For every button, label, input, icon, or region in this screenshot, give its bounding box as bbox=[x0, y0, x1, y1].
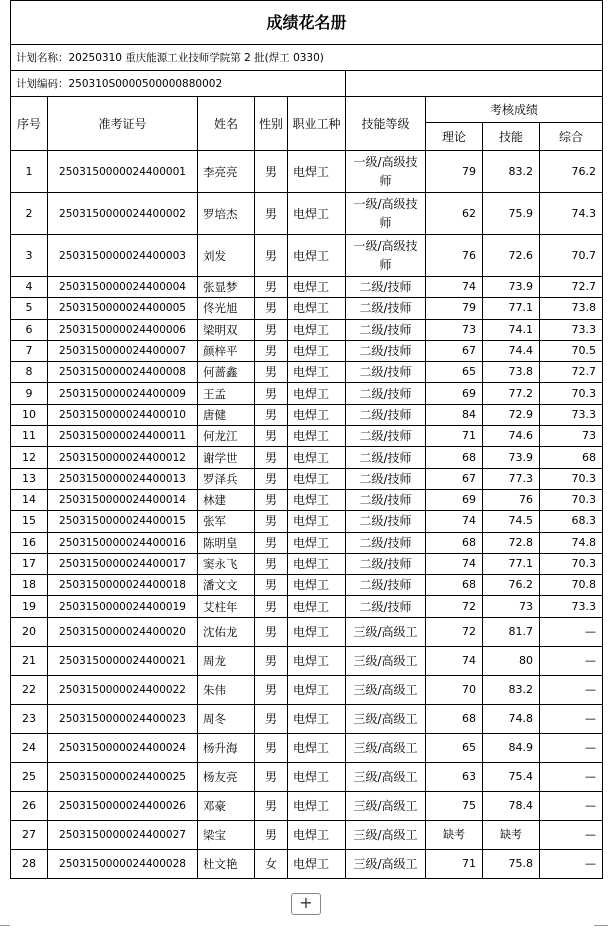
cell-total-score: 73.3 bbox=[540, 596, 603, 617]
cell-theory-score: 79 bbox=[426, 151, 483, 193]
cell-seq: 16 bbox=[11, 532, 48, 553]
cell-theory-score: 63 bbox=[426, 762, 483, 791]
table-row bbox=[11, 404, 603, 425]
cell-seq: 5 bbox=[11, 298, 48, 319]
cell-level: 二级/技师 bbox=[346, 426, 426, 447]
cell-level: 一级/高级技师 bbox=[346, 193, 426, 235]
cell-level: 二级/技师 bbox=[346, 511, 426, 532]
cell-name: 周龙 bbox=[198, 646, 255, 675]
cell-total-score: 72.7 bbox=[540, 277, 603, 298]
cell-skill-score: 77.1 bbox=[483, 553, 540, 574]
cell-job: 电焊工 bbox=[288, 193, 346, 235]
cell-cert-number: 2503150000024400022 bbox=[48, 675, 198, 704]
cell-sex: 男 bbox=[255, 340, 288, 361]
cell-level: 三级/高级工 bbox=[346, 704, 426, 733]
cell-job: 电焊工 bbox=[288, 426, 346, 447]
cell-name: 窦永飞 bbox=[198, 553, 255, 574]
cell-sex: 男 bbox=[255, 193, 288, 235]
cell-sex: 男 bbox=[255, 151, 288, 193]
cell-name: 潘文文 bbox=[198, 575, 255, 596]
cell-name: 周冬 bbox=[198, 704, 255, 733]
cell-seq: 26 bbox=[11, 791, 48, 820]
cell-job: 电焊工 bbox=[288, 511, 346, 532]
cell-skill-score: 72.9 bbox=[483, 404, 540, 425]
cell-seq: 9 bbox=[11, 383, 48, 404]
cell-skill-score: 74.5 bbox=[483, 511, 540, 532]
plan-code-blank-cell bbox=[346, 71, 603, 97]
cell-theory-score: 67 bbox=[426, 340, 483, 361]
cell-seq: 19 bbox=[11, 596, 48, 617]
cell-name: 何龙江 bbox=[198, 426, 255, 447]
cell-job: 电焊工 bbox=[288, 617, 346, 646]
cell-level: 二级/技师 bbox=[346, 489, 426, 510]
cell-job: 电焊工 bbox=[288, 362, 346, 383]
table-row bbox=[11, 277, 603, 298]
cell-job: 电焊工 bbox=[288, 298, 346, 319]
cell-job: 电焊工 bbox=[288, 383, 346, 404]
cell-skill-score: 73.8 bbox=[483, 362, 540, 383]
cell-total-score: — bbox=[540, 820, 603, 849]
cell-name: 张显梦 bbox=[198, 277, 255, 298]
cell-theory-score: 62 bbox=[426, 193, 483, 235]
cell-name: 朱伟 bbox=[198, 675, 255, 704]
cell-total-score: 70.7 bbox=[540, 235, 603, 277]
header-seq: 序号 bbox=[11, 97, 48, 151]
cell-job: 电焊工 bbox=[288, 704, 346, 733]
cell-cert-number: 2503150000024400019 bbox=[48, 596, 198, 617]
cell-total-score: — bbox=[540, 849, 603, 878]
cell-sex: 男 bbox=[255, 596, 288, 617]
cell-seq: 15 bbox=[11, 511, 48, 532]
cell-cert-number: 2503150000024400002 bbox=[48, 193, 198, 235]
cell-job: 电焊工 bbox=[288, 151, 346, 193]
cell-skill-score: 80 bbox=[483, 646, 540, 675]
cell-job: 电焊工 bbox=[288, 849, 346, 878]
cell-sex: 男 bbox=[255, 575, 288, 596]
cell-skill-score: 75.9 bbox=[483, 193, 540, 235]
cell-sex: 男 bbox=[255, 646, 288, 675]
cell-cert-number: 2503150000024400010 bbox=[48, 404, 198, 425]
cell-theory-score: 缺考 bbox=[426, 820, 483, 849]
table-row bbox=[11, 235, 603, 277]
cell-skill-score: 81.7 bbox=[483, 617, 540, 646]
cell-cert-number: 2503150000024400018 bbox=[48, 575, 198, 596]
cell-cert-number: 2503150000024400013 bbox=[48, 468, 198, 489]
cell-job: 电焊工 bbox=[288, 468, 346, 489]
cell-level: 三级/高级工 bbox=[346, 646, 426, 675]
cell-name: 罗泽兵 bbox=[198, 468, 255, 489]
cell-skill-score: 78.4 bbox=[483, 791, 540, 820]
cell-level: 二级/技师 bbox=[346, 596, 426, 617]
cell-total-score: — bbox=[540, 617, 603, 646]
header-level: 技能等级 bbox=[346, 97, 426, 151]
cell-seq: 10 bbox=[11, 404, 48, 425]
table-row bbox=[11, 849, 603, 878]
cell-seq: 24 bbox=[11, 733, 48, 762]
cell-total-score: 72.7 bbox=[540, 362, 603, 383]
cell-skill-score: 76.2 bbox=[483, 575, 540, 596]
cell-sex: 男 bbox=[255, 235, 288, 277]
cell-name: 王孟 bbox=[198, 383, 255, 404]
cell-total-score: 74.8 bbox=[540, 532, 603, 553]
cell-theory-score: 67 bbox=[426, 468, 483, 489]
cell-theory-score: 65 bbox=[426, 733, 483, 762]
cell-sex: 男 bbox=[255, 468, 288, 489]
cell-total-score: 73.8 bbox=[540, 298, 603, 319]
cell-total-score: 70.3 bbox=[540, 489, 603, 510]
header-sex: 性别 bbox=[255, 97, 288, 151]
cell-skill-score: 74.8 bbox=[483, 704, 540, 733]
cell-skill-score: 77.2 bbox=[483, 383, 540, 404]
cell-skill-score: 73 bbox=[483, 596, 540, 617]
cell-theory-score: 69 bbox=[426, 383, 483, 404]
cell-theory-score: 68 bbox=[426, 447, 483, 468]
plan-code: 计划编码：250310S0000500000880002 bbox=[11, 71, 346, 97]
cell-job: 电焊工 bbox=[288, 596, 346, 617]
table-row bbox=[11, 511, 603, 532]
cell-sex: 女 bbox=[255, 849, 288, 878]
cell-theory-score: 74 bbox=[426, 277, 483, 298]
cell-job: 电焊工 bbox=[288, 532, 346, 553]
cell-cert-number: 2503150000024400024 bbox=[48, 733, 198, 762]
cell-level: 二级/技师 bbox=[346, 575, 426, 596]
cell-skill-score: 74.4 bbox=[483, 340, 540, 361]
cell-cert-number: 2503150000024400017 bbox=[48, 553, 198, 574]
table-row bbox=[11, 675, 603, 704]
score-roster-table bbox=[10, 0, 603, 879]
roster-sheet bbox=[10, 0, 602, 879]
cell-job: 电焊工 bbox=[288, 733, 346, 762]
cell-cert-number: 2503150000024400004 bbox=[48, 277, 198, 298]
cell-total-score: 73.3 bbox=[540, 404, 603, 425]
cell-total-score: 70.3 bbox=[540, 553, 603, 574]
cell-theory-score: 68 bbox=[426, 575, 483, 596]
cell-cert-number: 2503150000024400006 bbox=[48, 319, 198, 340]
cell-theory-score: 76 bbox=[426, 235, 483, 277]
cell-total-score: 68 bbox=[540, 447, 603, 468]
cell-total-score: 74.3 bbox=[540, 193, 603, 235]
cell-sex: 男 bbox=[255, 553, 288, 574]
table-row bbox=[11, 596, 603, 617]
cell-theory-score: 68 bbox=[426, 532, 483, 553]
cell-job: 电焊工 bbox=[288, 404, 346, 425]
cell-sex: 男 bbox=[255, 426, 288, 447]
cell-skill-score: 缺考 bbox=[483, 820, 540, 849]
cell-level: 三级/高级工 bbox=[346, 733, 426, 762]
cell-job: 电焊工 bbox=[288, 235, 346, 277]
table-row bbox=[11, 426, 603, 447]
cell-cert-number: 2503150000024400014 bbox=[48, 489, 198, 510]
cell-name: 沈佑龙 bbox=[198, 617, 255, 646]
table-row bbox=[11, 617, 603, 646]
cell-total-score: — bbox=[540, 791, 603, 820]
cell-theory-score: 84 bbox=[426, 404, 483, 425]
cell-level: 二级/技师 bbox=[346, 277, 426, 298]
cell-job: 电焊工 bbox=[288, 675, 346, 704]
cell-seq: 18 bbox=[11, 575, 48, 596]
cell-job: 电焊工 bbox=[288, 762, 346, 791]
cell-cert-number: 2503150000024400008 bbox=[48, 362, 198, 383]
cell-level: 二级/技师 bbox=[346, 553, 426, 574]
cell-sex: 男 bbox=[255, 532, 288, 553]
cell-sex: 男 bbox=[255, 298, 288, 319]
cell-cert-number: 2503150000024400021 bbox=[48, 646, 198, 675]
cell-theory-score: 73 bbox=[426, 319, 483, 340]
cell-skill-score: 77.3 bbox=[483, 468, 540, 489]
cell-seq: 13 bbox=[11, 468, 48, 489]
cell-sex: 男 bbox=[255, 277, 288, 298]
header-skill: 技能 bbox=[483, 123, 540, 151]
cell-total-score: — bbox=[540, 762, 603, 791]
cell-skill-score: 75.8 bbox=[483, 849, 540, 878]
cell-cert-number: 2503150000024400027 bbox=[48, 820, 198, 849]
cell-name: 杨升海 bbox=[198, 733, 255, 762]
cell-level: 三级/高级工 bbox=[346, 820, 426, 849]
cell-sex: 男 bbox=[255, 404, 288, 425]
cell-skill-score: 84.9 bbox=[483, 733, 540, 762]
cell-name: 谢学世 bbox=[198, 447, 255, 468]
cell-seq: 2 bbox=[11, 193, 48, 235]
cell-name: 刘发 bbox=[198, 235, 255, 277]
cell-seq: 4 bbox=[11, 277, 48, 298]
cell-skill-score: 74.6 bbox=[483, 426, 540, 447]
cell-seq: 11 bbox=[11, 426, 48, 447]
cell-cert-number: 2503150000024400023 bbox=[48, 704, 198, 733]
cell-theory-score: 74 bbox=[426, 646, 483, 675]
cell-theory-score: 70 bbox=[426, 675, 483, 704]
cell-cert-number: 2503150000024400007 bbox=[48, 340, 198, 361]
cell-job: 电焊工 bbox=[288, 340, 346, 361]
cell-skill-score: 73.9 bbox=[483, 277, 540, 298]
cell-total-score: — bbox=[540, 646, 603, 675]
cell-cert-number: 2503150000024400026 bbox=[48, 791, 198, 820]
cell-cert-number: 2503150000024400003 bbox=[48, 235, 198, 277]
cell-theory-score: 69 bbox=[426, 489, 483, 510]
cell-cert-number: 2503150000024400005 bbox=[48, 298, 198, 319]
cell-level: 二级/技师 bbox=[346, 362, 426, 383]
cell-job: 电焊工 bbox=[288, 277, 346, 298]
cell-skill-score: 72.6 bbox=[483, 235, 540, 277]
cell-level: 三级/高级工 bbox=[346, 617, 426, 646]
cell-seq: 27 bbox=[11, 820, 48, 849]
cell-sex: 男 bbox=[255, 383, 288, 404]
cell-skill-score: 72.8 bbox=[483, 532, 540, 553]
cell-level: 一级/高级技师 bbox=[346, 235, 426, 277]
header-job: 职业工种 bbox=[288, 97, 346, 151]
cell-name: 佟光旭 bbox=[198, 298, 255, 319]
cell-name: 杜文艳 bbox=[198, 849, 255, 878]
cell-job: 电焊工 bbox=[288, 489, 346, 510]
cell-theory-score: 75 bbox=[426, 791, 483, 820]
cell-total-score: 70.3 bbox=[540, 468, 603, 489]
cell-seq: 21 bbox=[11, 646, 48, 675]
table-row bbox=[11, 791, 603, 820]
cell-job: 电焊工 bbox=[288, 646, 346, 675]
cell-level: 二级/技师 bbox=[346, 340, 426, 361]
cell-seq: 25 bbox=[11, 762, 48, 791]
cell-total-score: 70.5 bbox=[540, 340, 603, 361]
table-row bbox=[11, 532, 603, 553]
cell-skill-score: 75.4 bbox=[483, 762, 540, 791]
table-row bbox=[11, 362, 603, 383]
cell-seq: 23 bbox=[11, 704, 48, 733]
cell-sex: 男 bbox=[255, 617, 288, 646]
table-row bbox=[11, 733, 603, 762]
cell-seq: 17 bbox=[11, 553, 48, 574]
cell-name: 林建 bbox=[198, 489, 255, 510]
cell-name: 何蔷鑫 bbox=[198, 362, 255, 383]
cell-sex: 男 bbox=[255, 791, 288, 820]
cell-name: 唐健 bbox=[198, 404, 255, 425]
cell-total-score: 76.2 bbox=[540, 151, 603, 193]
cell-cert-number: 2503150000024400015 bbox=[48, 511, 198, 532]
cell-theory-score: 65 bbox=[426, 362, 483, 383]
cell-cert-number: 2503150000024400011 bbox=[48, 426, 198, 447]
cell-seq: 14 bbox=[11, 489, 48, 510]
cell-seq: 7 bbox=[11, 340, 48, 361]
header-total: 综合 bbox=[540, 123, 603, 151]
header-cert: 准考证号 bbox=[48, 97, 198, 151]
cell-skill-score: 73.9 bbox=[483, 447, 540, 468]
cell-name: 梁明双 bbox=[198, 319, 255, 340]
cell-seq: 3 bbox=[11, 235, 48, 277]
table-row bbox=[11, 383, 603, 404]
table-row bbox=[11, 489, 603, 510]
cell-sex: 男 bbox=[255, 733, 288, 762]
cell-level: 三级/高级工 bbox=[346, 675, 426, 704]
table-row bbox=[11, 298, 603, 319]
cell-sex: 男 bbox=[255, 511, 288, 532]
cell-theory-score: 79 bbox=[426, 298, 483, 319]
cell-sex: 男 bbox=[255, 704, 288, 733]
cell-level: 二级/技师 bbox=[346, 319, 426, 340]
table-row bbox=[11, 319, 603, 340]
cell-name: 艾柱年 bbox=[198, 596, 255, 617]
cell-seq: 6 bbox=[11, 319, 48, 340]
cell-sex: 男 bbox=[255, 820, 288, 849]
cell-cert-number: 2503150000024400001 bbox=[48, 151, 198, 193]
cell-name: 梁宝 bbox=[198, 820, 255, 849]
cell-level: 二级/技师 bbox=[346, 383, 426, 404]
cell-theory-score: 72 bbox=[426, 596, 483, 617]
cell-theory-score: 71 bbox=[426, 849, 483, 878]
cell-name: 张军 bbox=[198, 511, 255, 532]
cell-total-score: 73 bbox=[540, 426, 603, 447]
cell-level: 二级/技师 bbox=[346, 447, 426, 468]
cell-cert-number: 2503150000024400016 bbox=[48, 532, 198, 553]
cell-level: 二级/技师 bbox=[346, 298, 426, 319]
table-row bbox=[11, 193, 603, 235]
cell-level: 三级/高级工 bbox=[346, 791, 426, 820]
page-corner-marker-right bbox=[594, 925, 608, 938]
cell-theory-score: 71 bbox=[426, 426, 483, 447]
cell-skill-score: 76 bbox=[483, 489, 540, 510]
header-scores: 考核成绩 bbox=[426, 97, 603, 123]
cell-total-score: — bbox=[540, 675, 603, 704]
cell-level: 二级/技师 bbox=[346, 404, 426, 425]
cell-total-score: 73.3 bbox=[540, 319, 603, 340]
cell-job: 电焊工 bbox=[288, 575, 346, 596]
cell-theory-score: 74 bbox=[426, 511, 483, 532]
cell-sex: 男 bbox=[255, 675, 288, 704]
cell-level: 二级/技师 bbox=[346, 532, 426, 553]
cell-name: 邓豪 bbox=[198, 791, 255, 820]
cell-total-score: 70.8 bbox=[540, 575, 603, 596]
table-row bbox=[11, 575, 603, 596]
cell-theory-score: 74 bbox=[426, 553, 483, 574]
table-row bbox=[11, 447, 603, 468]
cell-level: 三级/高级工 bbox=[346, 849, 426, 878]
cell-theory-score: 72 bbox=[426, 617, 483, 646]
cell-cert-number: 2503150000024400020 bbox=[48, 617, 198, 646]
cell-seq: 22 bbox=[11, 675, 48, 704]
cell-total-score: 70.3 bbox=[540, 383, 603, 404]
cell-level: 二级/技师 bbox=[346, 468, 426, 489]
cell-job: 电焊工 bbox=[288, 319, 346, 340]
cell-job: 电焊工 bbox=[288, 820, 346, 849]
cell-cert-number: 2503150000024400025 bbox=[48, 762, 198, 791]
cell-job: 电焊工 bbox=[288, 791, 346, 820]
cell-sex: 男 bbox=[255, 319, 288, 340]
page-corner-marker-left bbox=[0, 925, 10, 934]
cell-total-score: — bbox=[540, 704, 603, 733]
plan-name: 计划名称：20250310 重庆能源工业技师学院第 2 批(焊工 0330) bbox=[11, 45, 603, 71]
cell-job: 电焊工 bbox=[288, 553, 346, 574]
table-row bbox=[11, 704, 603, 733]
cell-seq: 20 bbox=[11, 617, 48, 646]
cell-level: 三级/高级工 bbox=[346, 762, 426, 791]
cell-total-score: — bbox=[540, 733, 603, 762]
cell-sex: 男 bbox=[255, 762, 288, 791]
roster-title: 成绩花名册 bbox=[11, 1, 603, 45]
cell-sex: 男 bbox=[255, 489, 288, 510]
cell-theory-score: 68 bbox=[426, 704, 483, 733]
cell-name: 陈明皇 bbox=[198, 532, 255, 553]
cell-cert-number: 2503150000024400009 bbox=[48, 383, 198, 404]
cell-name: 罗培杰 bbox=[198, 193, 255, 235]
cell-name: 颜梓平 bbox=[198, 340, 255, 361]
table-row bbox=[11, 646, 603, 675]
header-theory: 理论 bbox=[426, 123, 483, 151]
cell-cert-number: 2503150000024400012 bbox=[48, 447, 198, 468]
cell-skill-score: 83.2 bbox=[483, 151, 540, 193]
cell-cert-number: 2503150000024400028 bbox=[48, 849, 198, 878]
cell-name: 杨友亮 bbox=[198, 762, 255, 791]
table-row bbox=[11, 553, 603, 574]
cell-name: 李亮亮 bbox=[198, 151, 255, 193]
cell-skill-score: 77.1 bbox=[483, 298, 540, 319]
cell-skill-score: 74.1 bbox=[483, 319, 540, 340]
cell-seq: 8 bbox=[11, 362, 48, 383]
cell-sex: 男 bbox=[255, 362, 288, 383]
header-name: 姓名 bbox=[198, 97, 255, 151]
cell-level: 一级/高级技师 bbox=[346, 151, 426, 193]
cell-skill-score: 83.2 bbox=[483, 675, 540, 704]
cell-seq: 28 bbox=[11, 849, 48, 878]
table-row bbox=[11, 340, 603, 361]
table-row bbox=[11, 151, 603, 193]
add-row-button[interactable]: + bbox=[291, 893, 321, 915]
table-row bbox=[11, 762, 603, 791]
table-row bbox=[11, 820, 603, 849]
cell-total-score: 68.3 bbox=[540, 511, 603, 532]
cell-seq: 12 bbox=[11, 447, 48, 468]
cell-job: 电焊工 bbox=[288, 447, 346, 468]
table-row bbox=[11, 468, 603, 489]
cell-sex: 男 bbox=[255, 447, 288, 468]
cell-seq: 1 bbox=[11, 151, 48, 193]
